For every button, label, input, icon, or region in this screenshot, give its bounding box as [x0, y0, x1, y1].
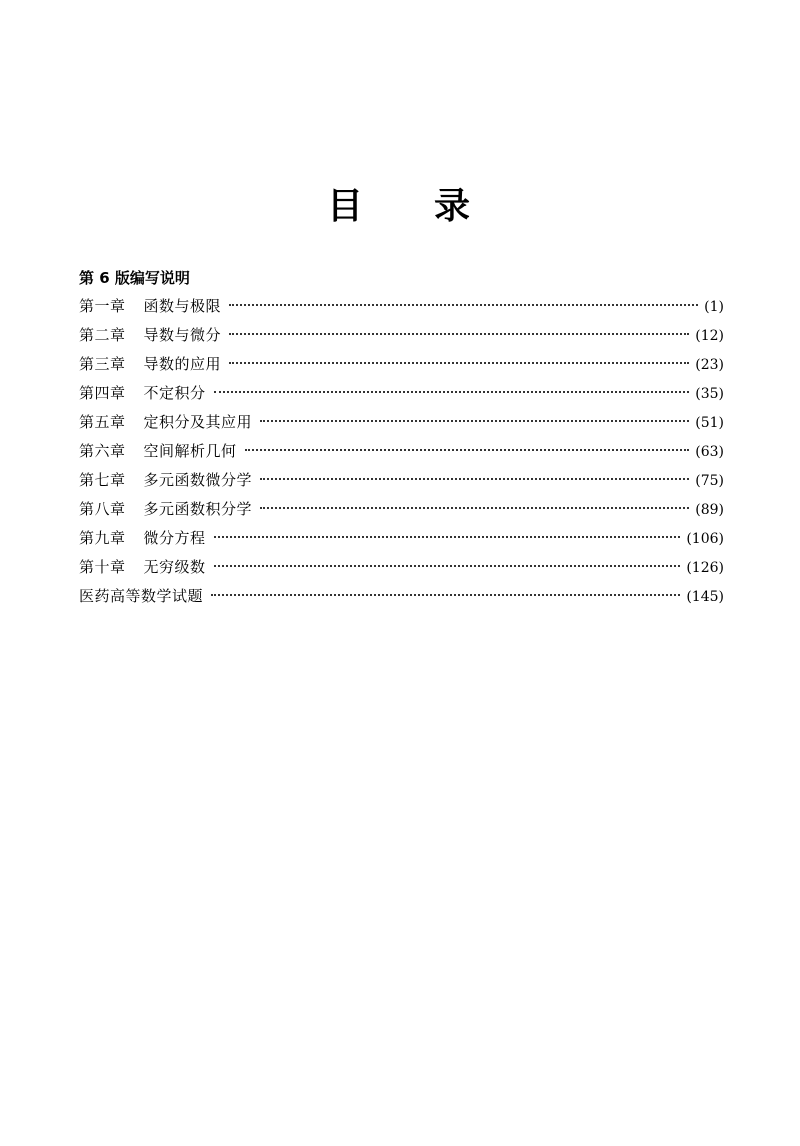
toc-dot-leader [229, 333, 689, 335]
toc-entry-title: 导数的应用 [143, 355, 222, 373]
page-title [0, 178, 800, 234]
toc-chapter-label: 第三章 [79, 355, 126, 373]
page-title-char-2: 录 [434, 185, 471, 227]
toc-entry[interactable] [79, 408, 724, 437]
toc-dot-leader [214, 536, 681, 538]
toc-entry-title: 导数与微分 [143, 326, 222, 344]
toc-page-number: (1) [704, 299, 724, 315]
toc-entry-title: 微分方程 [143, 529, 206, 547]
toc-dot-leader [229, 362, 689, 364]
toc-page-number: (23) [695, 357, 724, 373]
toc-page-number: (145) [686, 589, 724, 605]
toc-page-number: (75) [695, 473, 724, 489]
toc-dot-leader [260, 507, 689, 509]
toc-entry[interactable] [79, 379, 724, 408]
toc-page-number: (51) [695, 415, 724, 431]
toc-entry-title: 多元函数积分学 [143, 500, 253, 518]
toc-chapter-label: 第一章 [79, 297, 126, 315]
toc-dot-leader [229, 304, 698, 306]
toc-entry[interactable] [79, 292, 724, 321]
toc-page-number: (89) [695, 502, 724, 518]
toc-entry[interactable] [79, 350, 724, 379]
toc-entry[interactable] [79, 321, 724, 350]
toc-entry[interactable] [79, 524, 724, 553]
toc-chapter-label: 第十章 [79, 558, 126, 576]
toc-entry[interactable] [79, 495, 724, 524]
toc-chapter-label: 第九章 [79, 529, 126, 547]
toc-page-number: (126) [686, 560, 724, 576]
toc-entry-title: 无穷级数 [143, 558, 206, 576]
toc-chapter-label: 第五章 [79, 413, 126, 431]
toc-page-number: (106) [686, 531, 724, 547]
toc-entry-title: 不定积分 [143, 384, 206, 402]
page-title-char-1: 目 [327, 185, 364, 227]
table-of-contents [79, 265, 724, 611]
toc-entry[interactable] [79, 582, 724, 611]
toc-entry[interactable] [79, 553, 724, 582]
toc-entry-title: 函数与极限 [143, 297, 222, 315]
toc-entry[interactable] [79, 466, 724, 495]
toc-entry-title: 医药高等数学试题 [79, 587, 204, 605]
toc-dot-leader [214, 565, 681, 567]
toc-page-number: (35) [695, 386, 724, 402]
toc-entry-title: 定积分及其应用 [143, 413, 253, 431]
toc-chapter-label: 第六章 [79, 442, 126, 460]
toc-chapter-label: 第二章 [79, 326, 126, 344]
toc-page-number: (63) [695, 444, 724, 460]
toc-page-number: (12) [695, 328, 724, 344]
toc-chapter-label: 第八章 [79, 500, 126, 518]
toc-entry[interactable] [79, 437, 724, 466]
toc-dot-leader [214, 391, 690, 393]
toc-dot-leader [245, 449, 690, 451]
toc-entry-title: 多元函数微分学 [143, 471, 253, 489]
toc-entry-title: 空间解析几何 [143, 442, 237, 460]
toc-chapter-label: 第七章 [79, 471, 126, 489]
toc-chapter-label: 第四章 [79, 384, 126, 402]
toc-dot-leader [260, 420, 689, 422]
toc-dot-leader [211, 594, 680, 596]
toc-dot-leader [260, 478, 689, 480]
toc-preface-link[interactable]: 第 6 版编写说明 [79, 269, 190, 287]
